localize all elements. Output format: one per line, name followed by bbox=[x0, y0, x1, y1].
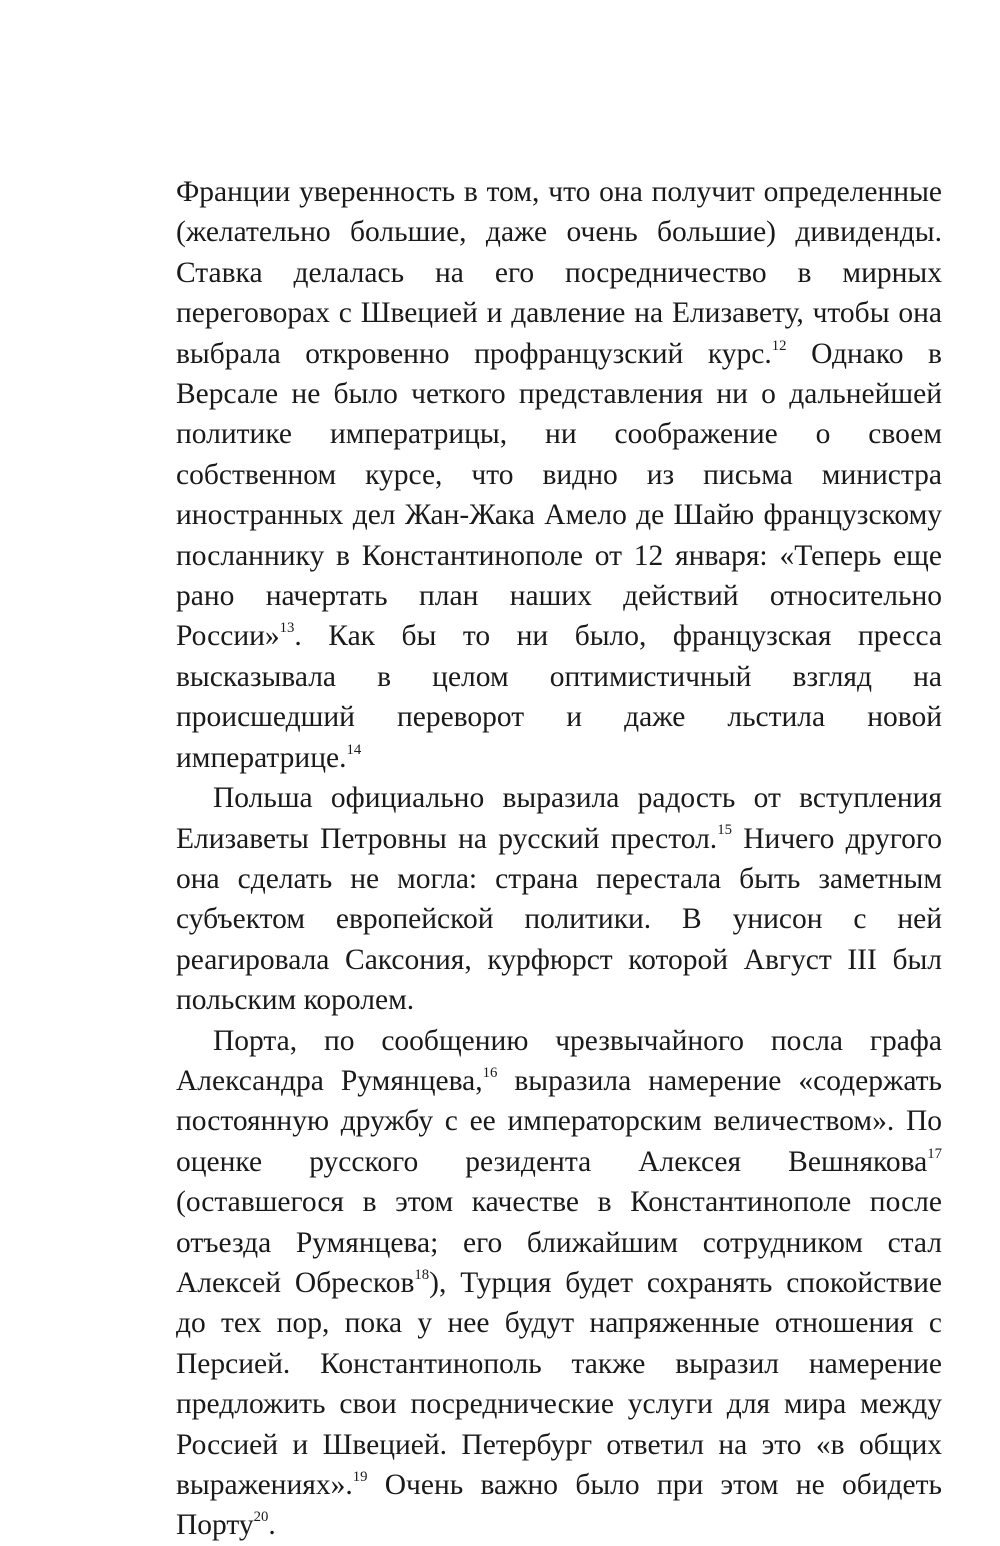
footnote-ref[interactable]: 20 bbox=[253, 1509, 269, 1526]
footnote-ref[interactable]: 19 bbox=[352, 1468, 368, 1485]
paragraph-poland bbox=[176, 778, 942, 1020]
text-run: Ничего другого она сделать не могла: страна перестала быть заметным субъектом европейской политики. В унисон с ней реагировала Саксония, курфюрст которой Август III был польским королем. bbox=[176, 822, 942, 1017]
footnote-ref[interactable]: 18 bbox=[414, 1266, 430, 1283]
body-text bbox=[176, 172, 942, 1546]
text-run: (оставшегося в этом качестве в Константинополе после отъезда Румянцева; его ближайшим сотрудником стал Алексей Обресков bbox=[176, 1186, 942, 1299]
footnote-ref[interactable]: 17 bbox=[927, 1145, 942, 1162]
footnote-ref[interactable]: 14 bbox=[346, 741, 362, 758]
paragraph-porte bbox=[176, 1021, 942, 1546]
footnote-ref[interactable]: 13 bbox=[279, 620, 295, 637]
paragraph-france bbox=[176, 172, 942, 778]
footnote-ref[interactable]: 16 bbox=[482, 1064, 498, 1081]
text-run: . bbox=[268, 1509, 276, 1542]
text-run: Польша официально выразила радость от вступления Елизаветы Петровны на русский престол. bbox=[176, 782, 942, 855]
footnote-ref[interactable]: 15 bbox=[717, 822, 732, 839]
text-run: Очень важно было при этом не обидеть Порту bbox=[176, 1469, 942, 1542]
footnote-ref[interactable]: 12 bbox=[771, 337, 787, 354]
text-run: . Как бы то ни было, французская пресса высказывала в целом оптимистичный взгляд на происшедший переворот и даже льстила новой императрице. bbox=[176, 620, 942, 774]
text-run: выразила намерение «содержать постоянную дружбу с ее императорским величеством». По оценке русского резидента Алексея Вешнякова bbox=[176, 1064, 942, 1178]
text-run: ), Турция будет сохранять спокойствие до тех пор, пока у нее будут напряженные отношения с Персией. Константинополь также выразил намерение предложить свои посреднические услуги для мира между Россией и Швецией. Петербург ответил на это «в общих выражениях». bbox=[176, 1266, 942, 1501]
text-run: Франции уверенность в том, что она получит определенные (желательно большие, даже очень большие) дивиденды. Ставка делалась на его посредничество в мирных переговорах с Швецией и давление на Елизавету, чтобы она выбрала откровенно профранцузский курс. bbox=[176, 176, 942, 370]
text-run: Однако в Версале не было четкого представления ни о дальнейшей политике императрицы, ни соображение о своем собственном курсе, что видно из письма министра иностранных дел Жан-Жака Амело де Шайю французскому посланнику в Константинополе от 12 января: «Теперь еще рано начертать план наших действий относительно России» bbox=[176, 337, 942, 653]
text-run: Порта, по сообщению чрезвычайного посла графа Александра Румянцева, bbox=[176, 1024, 942, 1097]
